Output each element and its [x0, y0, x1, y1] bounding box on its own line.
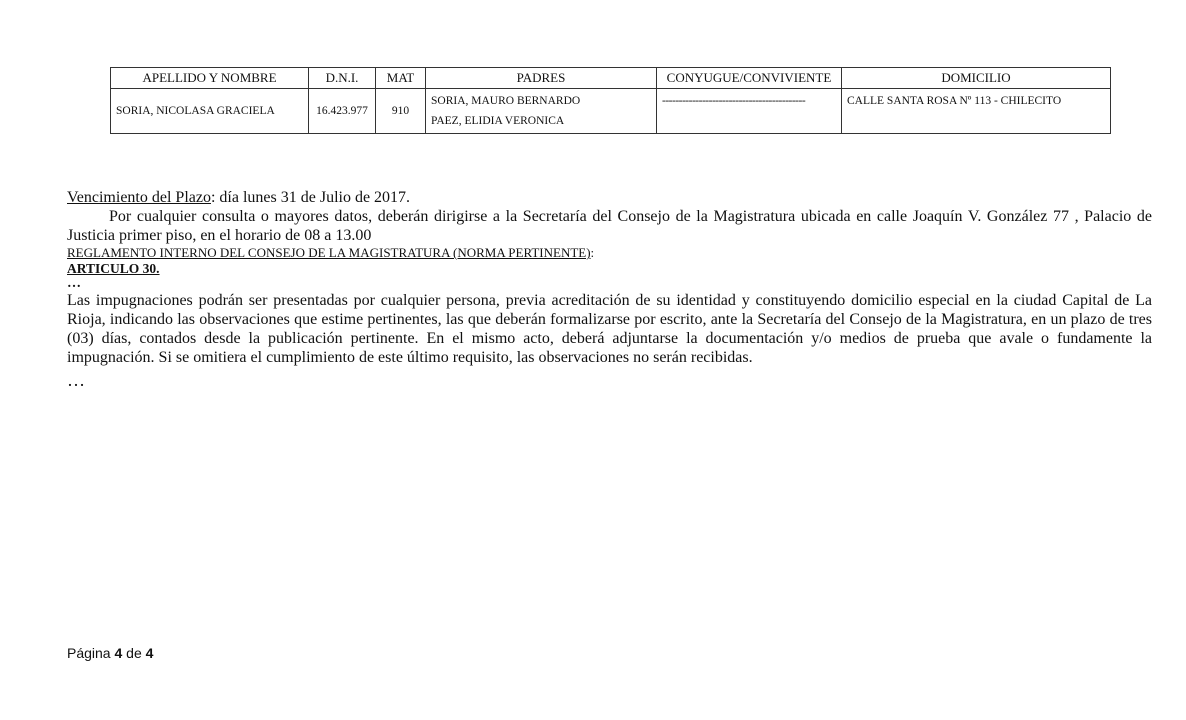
footer-of-word: de: [126, 645, 142, 661]
regulation-suffix: :: [590, 245, 595, 260]
spouse-value: -------------------------------------------: [662, 95, 806, 107]
header-address: DOMICILIO: [842, 68, 1111, 89]
mother-name: PAEZ, ELIDIA VERONICA: [431, 115, 565, 127]
deadline-text: : día lunes 31 de Julio de 2017.: [210, 189, 411, 206]
header-dni: D.N.I.: [309, 68, 376, 89]
regulation-line: [67, 245, 1152, 261]
article-body: Las impugnaciones podrán ser presentadas por cualquier persona, previa acreditación de su identidad y constituyendo domicilio especial en la ciudad Capital de La Rioja, indicando las observaciones que estime pertinentes, las que deberán formalizarse por escrito, ante la Secretaría del Consejo de la Magistratura, en un plazo de tres (03) días, contados desde la publicación pertinente. En el mismo acto, deberá adjuntarse la documentación y/o medios de prueba que avale o fundamente la impugnación. Si se omitiera el cumplimiento de este último requisito, las observaciones no serán recibidas.: [67, 292, 1152, 366]
table-header-row: [111, 68, 1111, 89]
header-mat: MAT: [376, 68, 426, 89]
deadline-label: Vencimiento del Plazo: [67, 189, 211, 206]
notice-text: [67, 188, 1152, 390]
ellipsis-top: …: [67, 276, 81, 291]
cell-address: [842, 89, 1111, 134]
header-spouse: CONYUGUE/CONVIVIENTE: [657, 68, 842, 89]
footer-current-page: 4: [114, 645, 123, 661]
page-footer: [67, 645, 153, 661]
cell-dni: 16.423.977: [309, 89, 376, 134]
registry-table: [110, 67, 1111, 134]
regulation-title: REGLAMENTO INTERNO DEL CONSEJO DE LA MAGISTRATURA (NORMA PERTINENTE): [67, 245, 591, 260]
footer-page-word: Página: [67, 645, 111, 661]
header-name: APELLIDO Y NOMBRE: [111, 68, 309, 89]
address-value: CALLE SANTA ROSA Nº 113 - CHILECITO: [847, 95, 1062, 107]
deadline-line: [67, 188, 1152, 207]
cell-mat: 910: [376, 89, 426, 134]
cell-name: SORIA, NICOLASA GRACIELA: [111, 89, 309, 134]
table-row: [111, 89, 1111, 134]
cell-parents: [426, 89, 657, 134]
article-title: ARTICULO 30.: [67, 261, 160, 276]
footer-total-pages: 4: [145, 645, 154, 661]
ellipsis-bottom: …: [67, 370, 86, 390]
header-parents: PADRES: [426, 68, 657, 89]
cell-spouse: [657, 89, 842, 134]
father-name: SORIA, MAURO BERNARDO: [431, 95, 581, 107]
consult-paragraph: Por cualquier consulta o mayores datos, deberán dirigirse a la Secretaría del Consejo de la Magistratura ubicada en calle Joaquín V. González 77 , Palacio de Justicia primer piso, en el horario de 08 a 13.00: [67, 208, 1152, 244]
